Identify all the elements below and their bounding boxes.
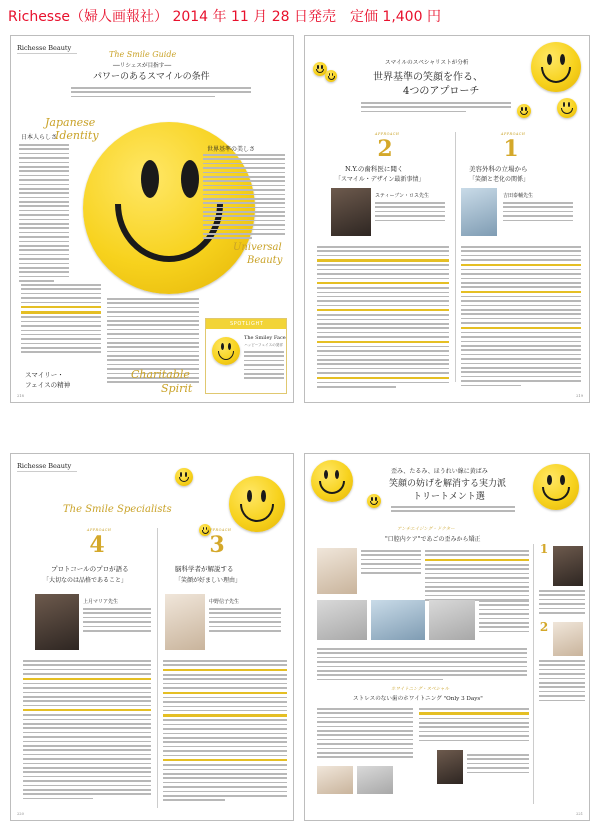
guide-subtitle: ──リシェスが目指す── — [113, 63, 172, 69]
item-1-text — [539, 590, 585, 616]
approach-4-label: APPROACH — [87, 528, 112, 532]
scientist-name: 中野信子先生 — [209, 599, 240, 605]
charitable-column-text — [21, 284, 101, 356]
bottom-title: ストレスのない歯のホワイトニング "Only 3 Days" — [353, 696, 483, 702]
charitable-label: Charitable — [131, 368, 190, 381]
approach-2-number: 2 — [377, 136, 393, 162]
world-heading: 世界基準の美しさ — [207, 146, 256, 153]
page2-title-line1: 世界基準の笑顔を作る、 — [373, 72, 483, 83]
spotlight-box — [205, 318, 287, 394]
teeth-after-photo — [357, 766, 393, 794]
scientist-photo — [165, 594, 205, 650]
item-2-text — [539, 660, 585, 704]
specialists-title: The Smile Specialists — [63, 504, 172, 515]
beauty-label: Beauty — [247, 255, 283, 266]
woman-photo — [553, 622, 583, 656]
doctor-jp-photo — [461, 188, 497, 236]
clinic-photo — [317, 600, 367, 640]
clinic-interior-photo — [429, 600, 475, 640]
ny-article-text — [317, 246, 449, 390]
whitening-text-right — [419, 708, 529, 744]
whitening-doctor-bio — [467, 754, 529, 776]
teacher-bio — [83, 608, 151, 634]
brain-article-text — [163, 660, 287, 804]
cosmetic-heading: 美容外科の立場から — [469, 165, 528, 173]
brand-label: Richesse Beauty — [17, 462, 72, 470]
sumairi-subtitle: フェイスの精神 — [25, 381, 71, 389]
smiley-face-caption: ハッピーフェイスの発祥 — [244, 343, 283, 347]
treatment-room-photo — [371, 600, 425, 640]
floating-smiley-icon — [325, 70, 337, 82]
magazine-page-4 — [304, 453, 590, 821]
approach-4-number: 4 — [89, 532, 105, 558]
doctor-jp-name: 吉田泰輔先生 — [503, 193, 534, 199]
small-smiley-image — [212, 337, 240, 365]
header-title: Richesse（婦人画報社） 2014 年 11 月 28 日発売 定価 1,400 円 — [8, 9, 441, 25]
jp-column-text — [19, 144, 69, 285]
large-smiley-icon — [531, 42, 581, 92]
teeth-before-photo — [317, 766, 353, 794]
sumairi-title: スマイリー・ — [25, 371, 64, 379]
page4-intro-text — [391, 506, 515, 515]
universal-label: Universal — [233, 242, 282, 253]
magazine-page-2 — [304, 35, 590, 403]
doctor-ny-bio — [375, 202, 445, 224]
brain-heading: 脳科学者が解説する — [175, 565, 234, 573]
oral-care-text — [425, 550, 529, 603]
page-number: 219 — [576, 394, 583, 398]
tilted-smiley-icon — [311, 460, 353, 502]
guide-title: The Smile Guide — [109, 50, 177, 59]
product-photo — [553, 546, 583, 586]
identity-label: Identity — [55, 129, 99, 142]
page-number: 220 — [17, 812, 24, 816]
item-number-2: 2 — [539, 620, 549, 634]
clinic-caption-text — [479, 600, 529, 635]
doctor-ny-photo — [331, 188, 371, 236]
spotlight-text — [244, 351, 284, 382]
treatment-article-text — [317, 648, 527, 683]
page-number: 221 — [576, 812, 583, 816]
mid-label: アンチエイジング・ドクター — [397, 527, 455, 532]
spotlight-label: SPOTLIGHT — [230, 321, 264, 327]
approach-3-number: 3 — [209, 532, 225, 558]
mid-title: "口腔内ケア"であごの歪みから矯正 — [385, 536, 481, 543]
floating-smiley-icon — [517, 104, 531, 118]
page2-intro-text — [361, 102, 511, 115]
page4-title-line3: トリートメント選 — [413, 492, 485, 502]
ny-subheading: 「スマイル・デザイン最新事情」 — [335, 176, 425, 183]
tilted-smiley-icon — [229, 476, 285, 532]
cosmetic-article-text — [461, 246, 581, 389]
pro-subheading: 「大切なのは品格であること」 — [43, 577, 128, 584]
japanese-label: Japanese — [45, 116, 96, 129]
approach-1-number: 1 — [503, 136, 519, 162]
approach-2-label: APPROACH — [375, 132, 400, 136]
page2-pretitle: スマイルのスペシャリストが分析 — [385, 60, 469, 66]
doctor-ny-name: スティーブン・ロス先生 — [375, 193, 430, 199]
world-column-text — [203, 154, 285, 242]
brain-subheading: 「笑顔が好ましい理由」 — [175, 577, 242, 584]
doctor-jp-bio — [503, 202, 573, 224]
jp-heading: 日本人らしさ — [21, 134, 58, 141]
page4-title-line1: 歪み、たるみ、ほうれい線に黄ばみ — [391, 468, 488, 475]
approach-3-label: APPROACH — [207, 528, 232, 532]
page2-title-line2: 4つのアプローチ — [403, 86, 480, 97]
bottom-label: ホワイトニング・スペシャル — [391, 687, 450, 692]
floating-smiley-icon — [367, 494, 381, 508]
ny-heading: N.Y.の歯科医に聞く — [345, 165, 404, 173]
guide-main-title: パワーのあるスマイルの条件 — [93, 72, 210, 82]
floating-smiley-icon — [557, 98, 577, 118]
teacher-photo — [35, 594, 79, 650]
brand-rule — [17, 53, 77, 54]
scientist-bio — [209, 608, 281, 634]
page4-title-line2: 笑顔の妨げを解消する実力派 — [389, 479, 507, 489]
cosmetic-subheading: 「笑顔と老化の関係」 — [469, 176, 530, 183]
doctor-photo — [317, 548, 357, 594]
magazine-page-1 — [10, 35, 294, 403]
whitening-doctor-photo — [437, 750, 463, 784]
intro-text — [71, 87, 251, 100]
pro-heading: プロトコールのプロが語る — [51, 565, 129, 573]
spirit-label: Spirit — [161, 382, 193, 395]
doctor-bio — [361, 550, 421, 576]
approach-1-label: APPROACH — [501, 132, 526, 136]
magazine-page-3 — [10, 453, 294, 821]
smiley-face-title: The Smiley Face — [244, 335, 286, 341]
whitening-text-left — [317, 708, 413, 761]
teacher-name: 上月マリア先生 — [83, 599, 119, 605]
column-divider — [455, 132, 456, 382]
brand-rule — [17, 471, 77, 472]
pro-article-text — [23, 660, 151, 802]
column-divider — [157, 528, 158, 808]
floating-smiley-icon — [175, 468, 193, 486]
page-number: 218 — [17, 394, 24, 398]
large-smiley-icon — [533, 464, 579, 510]
item-number-1: 1 — [539, 542, 549, 556]
brand-label: Richesse Beauty — [17, 44, 72, 52]
column-divider — [533, 544, 534, 804]
